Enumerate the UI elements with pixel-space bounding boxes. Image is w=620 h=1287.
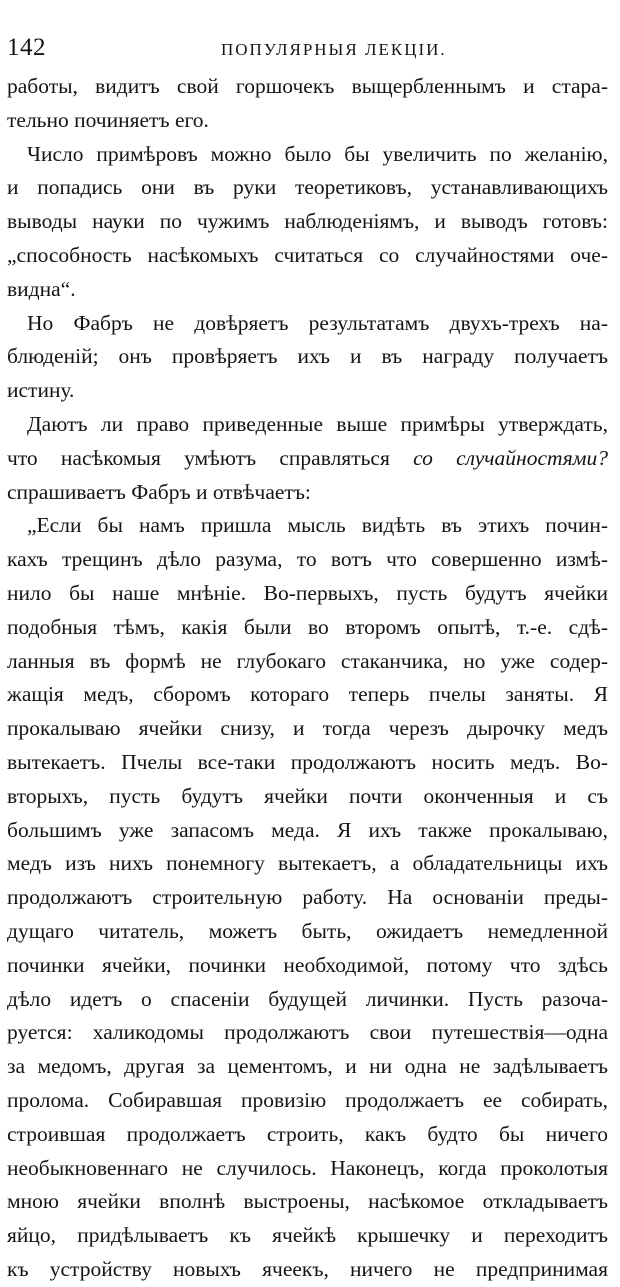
- text-line: [7, 983, 608, 1017]
- text-line: [7, 239, 608, 273]
- text-line: [7, 1253, 608, 1287]
- text-line: [7, 1084, 608, 1118]
- text-line-content: „Если бы намъ пришла мысль видѣть въ этихъ почин-: [27, 513, 608, 538]
- text-line-content: прокалываю ячейки снизу, и тогда черезъ дырочку медъ: [7, 716, 608, 741]
- text-line-content: тельно починяетъ его.: [7, 107, 209, 132]
- italic-phrase: со случайностями?: [413, 445, 608, 470]
- text-line: [7, 509, 608, 543]
- text-line: [7, 340, 608, 374]
- text-line-content: нило бы наше мнѣніе. Во-первыхъ, пусть будутъ ячейки: [7, 580, 608, 605]
- text-line-content: что насѣкомыя умѣютъ справляться: [7, 445, 414, 470]
- text-line-content: истину.: [7, 378, 75, 403]
- text-line-content: медъ изъ нихъ понемногу вытекаетъ, а обладательницы ихъ: [7, 851, 608, 876]
- text-line: [7, 577, 608, 611]
- text-line: [7, 881, 608, 915]
- text-line-content: дущаго читатель, можетъ быть, ожидаетъ немедленной: [7, 918, 608, 943]
- running-title: ПОПУЛЯРНЫЯ ЛЕКЦІИ.: [221, 40, 447, 59]
- text-line: [7, 915, 608, 949]
- text-line: [7, 1152, 608, 1186]
- text-line-content: большимъ уже запасомъ меда. Я ихъ также прокалываю,: [7, 817, 608, 842]
- text-line-content: починки ячейки, починки необходимой, потому что здѣсь: [7, 952, 608, 977]
- text-line: [7, 70, 608, 104]
- text-line-content: видна“.: [7, 276, 76, 301]
- text-line: [7, 712, 608, 746]
- text-line-content: Даютъ ли право приведенные выше примѣры утверждать,: [27, 411, 608, 436]
- text-line: [7, 949, 608, 983]
- text-line: [7, 1219, 608, 1253]
- text-line-content: мною ячейки вполнѣ выстроены, насѣкомое откладываетъ: [7, 1189, 608, 1214]
- text-line: [7, 1050, 608, 1084]
- text-line: [7, 814, 608, 848]
- text-line: [7, 408, 608, 442]
- text-line-content: блюденій; онъ провѣряетъ ихъ и въ награду получаетъ: [7, 344, 608, 369]
- text-line: [7, 138, 608, 172]
- text-line: [7, 307, 608, 341]
- text-line: [7, 205, 608, 239]
- text-line-content: яйцо, придѣлываетъ къ ячейкѣ крышечку и переходитъ: [7, 1223, 608, 1248]
- text-line: [7, 1016, 608, 1050]
- text-line-content: спрашиваетъ Фабръ и отвѣчаетъ:: [7, 479, 311, 504]
- text-line-content: за медомъ, другая за цементомъ, и ни одна не задѣлываетъ: [7, 1054, 608, 1079]
- text-line-content: жащія медъ, сборомъ котораго теперь пчелы заняты. Я: [7, 682, 608, 707]
- text-line-content: продолжаютъ строительную работу. На основаніи преды-: [7, 885, 608, 910]
- text-line: [7, 1185, 608, 1219]
- text-line: [7, 476, 608, 510]
- text-line-content: „способность насѣкомыхъ считаться со случайностями оче-: [7, 242, 608, 267]
- body-text: [7, 70, 608, 1287]
- page-header: [7, 26, 608, 70]
- text-line: [7, 171, 608, 205]
- text-line: [7, 611, 608, 645]
- text-line: [7, 645, 608, 679]
- text-line: [7, 442, 608, 476]
- text-line-content: кахъ трещинъ дѣло разума, то вотъ что совершенно измѣ-: [7, 547, 608, 572]
- text-line-content: вторыхъ, пусть будутъ ячейки почти оконченныя и съ: [7, 783, 608, 808]
- text-line: [7, 746, 608, 780]
- text-line: [7, 678, 608, 712]
- text-line-content: Но Фабръ не довѣряетъ результатамъ двухъ-трехъ на-: [27, 310, 608, 335]
- text-line-content: строившая продолжаетъ строить, какъ будто бы ничего: [7, 1121, 608, 1146]
- text-line-content: къ устройству новыхъ ячеекъ, ничего не предпринимая: [7, 1256, 608, 1281]
- text-line-content: пролома. Собиравшая провизію продолжаетъ ее собирать,: [7, 1087, 608, 1112]
- text-line-content: работы, видитъ свой горшочекъ выщербленнымъ и стара-: [7, 74, 608, 98]
- text-line: [7, 780, 608, 814]
- text-line-content: ланныя въ формѣ не глубокаго стаканчика, но уже содер-: [7, 648, 608, 673]
- text-line-content: подобныя тѣмъ, какія были во второмъ опытѣ, т.-е. сдѣ-: [7, 614, 608, 639]
- text-line-content: вытекаетъ. Пчелы все-таки продолжаютъ носить медъ. Во-: [7, 749, 608, 774]
- text-line-content: и попадись они въ руки теоретиковъ, устанавливающихъ: [7, 175, 608, 200]
- text-line: [7, 273, 608, 307]
- text-line-content: Число примѣровъ можно было бы увеличить по желанію,: [27, 141, 608, 166]
- text-line: [7, 1118, 608, 1152]
- text-line: [7, 104, 608, 138]
- text-line-content: руется: халикодомы продолжаютъ свои путешествія—одна: [7, 1020, 608, 1045]
- text-line: [7, 543, 608, 577]
- page-number: 142: [7, 34, 46, 61]
- text-line: [7, 374, 608, 408]
- text-line-content: необыкновеннаго не случилось. Наконецъ, когда проколотыя: [7, 1155, 608, 1180]
- text-line-content: дѣло идетъ о спасеніи будущей личинки. Пусть разоча-: [7, 986, 608, 1011]
- text-line: [7, 847, 608, 881]
- text-line-content: выводы науки по чужимъ наблюденіямъ, и выводъ готовъ:: [7, 209, 608, 234]
